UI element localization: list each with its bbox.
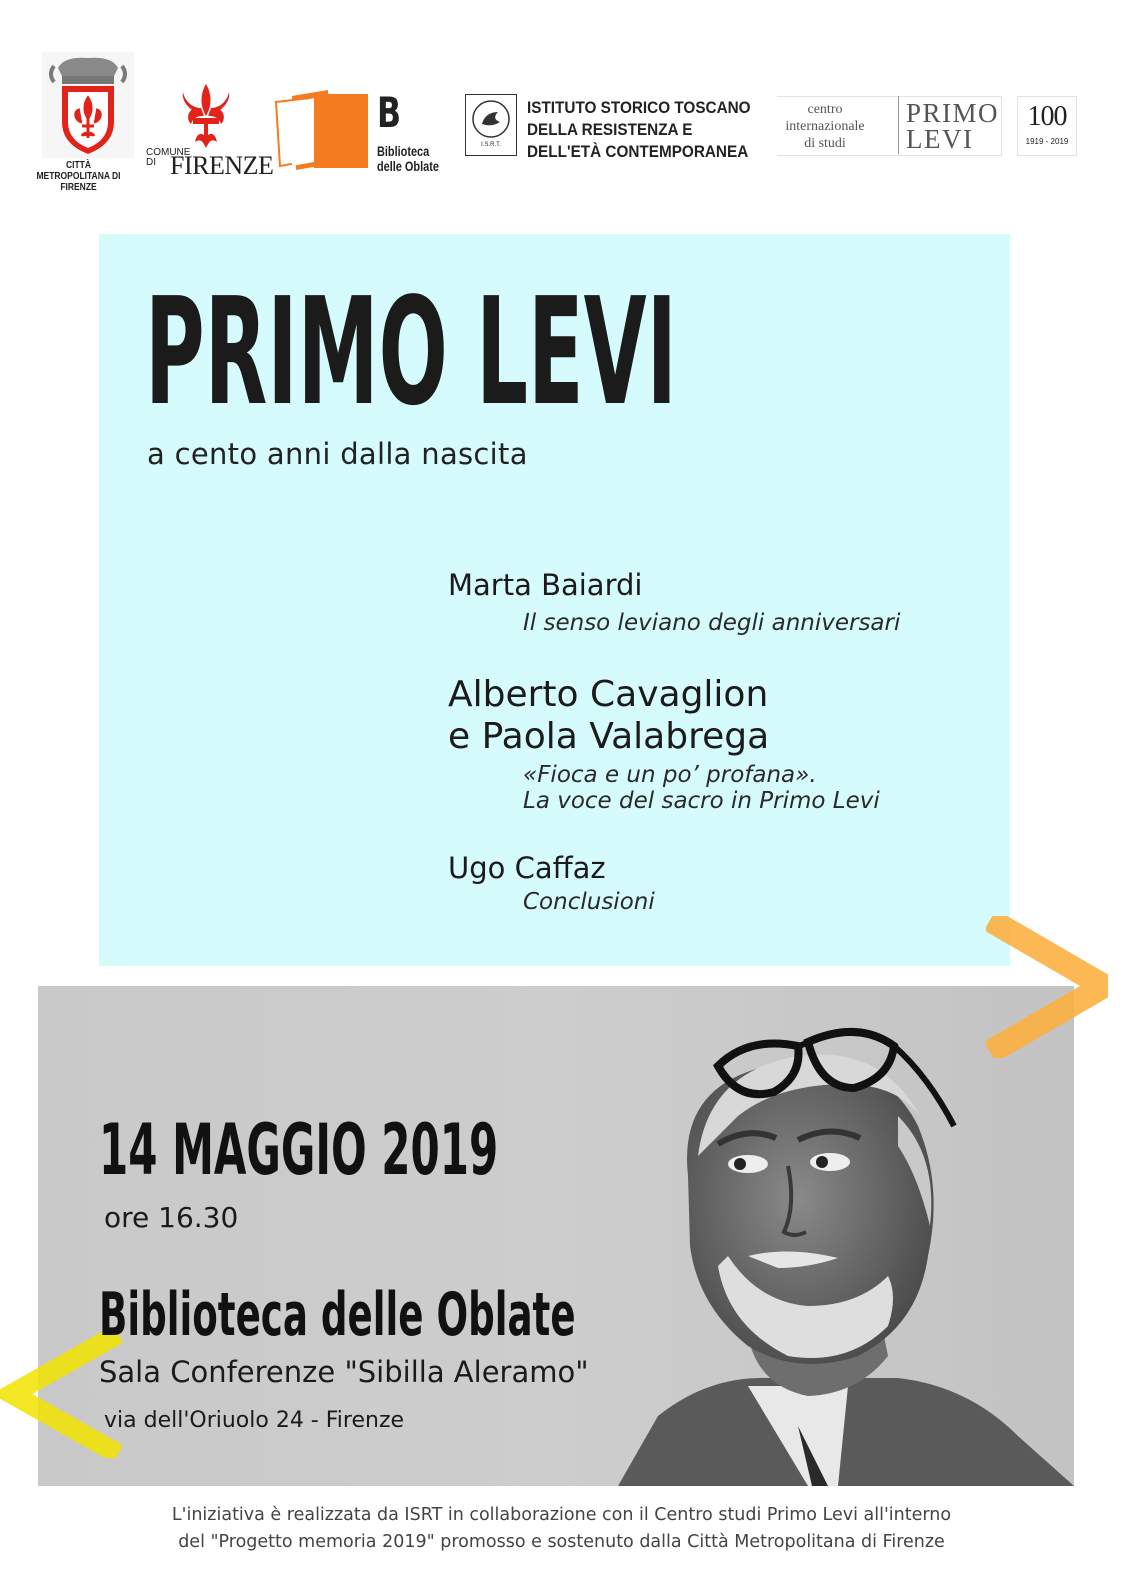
talk-title: Il senso leviano degli anniversari [523, 610, 901, 636]
talk-title-line: «Fioca e un po’ profana». [523, 762, 817, 788]
centro-studi-line: di studi [804, 136, 846, 151]
event-address: via dell'Oriuolo 24 - Firenze [104, 1408, 405, 1433]
event-room: Sala Conferenze "Sibilla Aleramo" [99, 1355, 589, 1389]
comune-label: COMUNE DI [146, 147, 191, 168]
centro-studi-divider [898, 96, 899, 154]
primo-levi-portrait-icon [598, 1006, 1074, 1486]
centro-studi-line: internazionale [785, 119, 865, 134]
centro-studi-big-text [906, 100, 999, 152]
talk-title-line: La voce del sacro in Primo Levi [523, 788, 880, 814]
talk-title [523, 762, 880, 814]
footer-credits [0, 1502, 1123, 1556]
centenary-years: 1919 - 2019 [1025, 137, 1069, 146]
logos-row [0, 0, 1123, 200]
biblioteca-oblate-logo-icon [272, 90, 372, 172]
orange-chevron-icon [986, 916, 1108, 1058]
talk-title: Conclusioni [523, 889, 655, 915]
footer-line: del "Progetto memoria 2019" promosso e sostenuto dalla Città Metropolitana di Firenze [178, 1532, 945, 1552]
firenze-lily-icon [175, 82, 237, 152]
event-time: ore 16.30 [104, 1201, 239, 1234]
centro-studi-levi: LEVI [906, 124, 974, 154]
centro-studi-primo: PRIMO [906, 98, 1000, 128]
isrt-name-line: DELLA RESISTENZA E [527, 120, 693, 139]
citta-metropolitana-label: CITTÀ METROPOLITANA DI FIRENZE [36, 160, 121, 193]
isrt-name-line: DELL'ETÀ CONTEMPORANEA [527, 142, 749, 161]
centro-studi-small-text [775, 101, 875, 152]
biblioteca-letter: B [377, 88, 402, 137]
isrt-seal-icon [470, 98, 512, 140]
centro-studi-line: centro [807, 102, 843, 117]
footer-line: L'iniziativa è realizzata da ISRT in collaborazione con il Centro studi Primo Levi all'interno [171, 1505, 952, 1525]
speaker-name-line: Alberto Cavaglion [448, 674, 769, 715]
speaker-name: Marta Baiardi [448, 568, 643, 602]
isrt-name [527, 97, 751, 163]
biblioteca-name: Biblioteca delle Oblate [377, 143, 439, 174]
centenary-number: 100 [1027, 101, 1067, 132]
citta-metropolitana-crest-icon [40, 52, 136, 160]
event-venue: Biblioteca delle Oblate [99, 1280, 576, 1350]
isrt-seal-label: I.S.R.T. [481, 142, 501, 148]
event-date: 14 MAGGIO 2019 [99, 1109, 499, 1191]
event-title: PRIMO LEVI [145, 266, 677, 438]
isrt-name-line: ISTITUTO STORICO TOSCANO [527, 98, 751, 117]
event-subtitle: a cento anni dalla nascita [147, 437, 528, 471]
firenze-label: FIRENZE [170, 151, 274, 180]
speaker-name [448, 674, 769, 758]
speaker-name: Ugo Caffaz [448, 851, 606, 885]
speaker-name-line: e Paola Valabrega [448, 716, 770, 757]
